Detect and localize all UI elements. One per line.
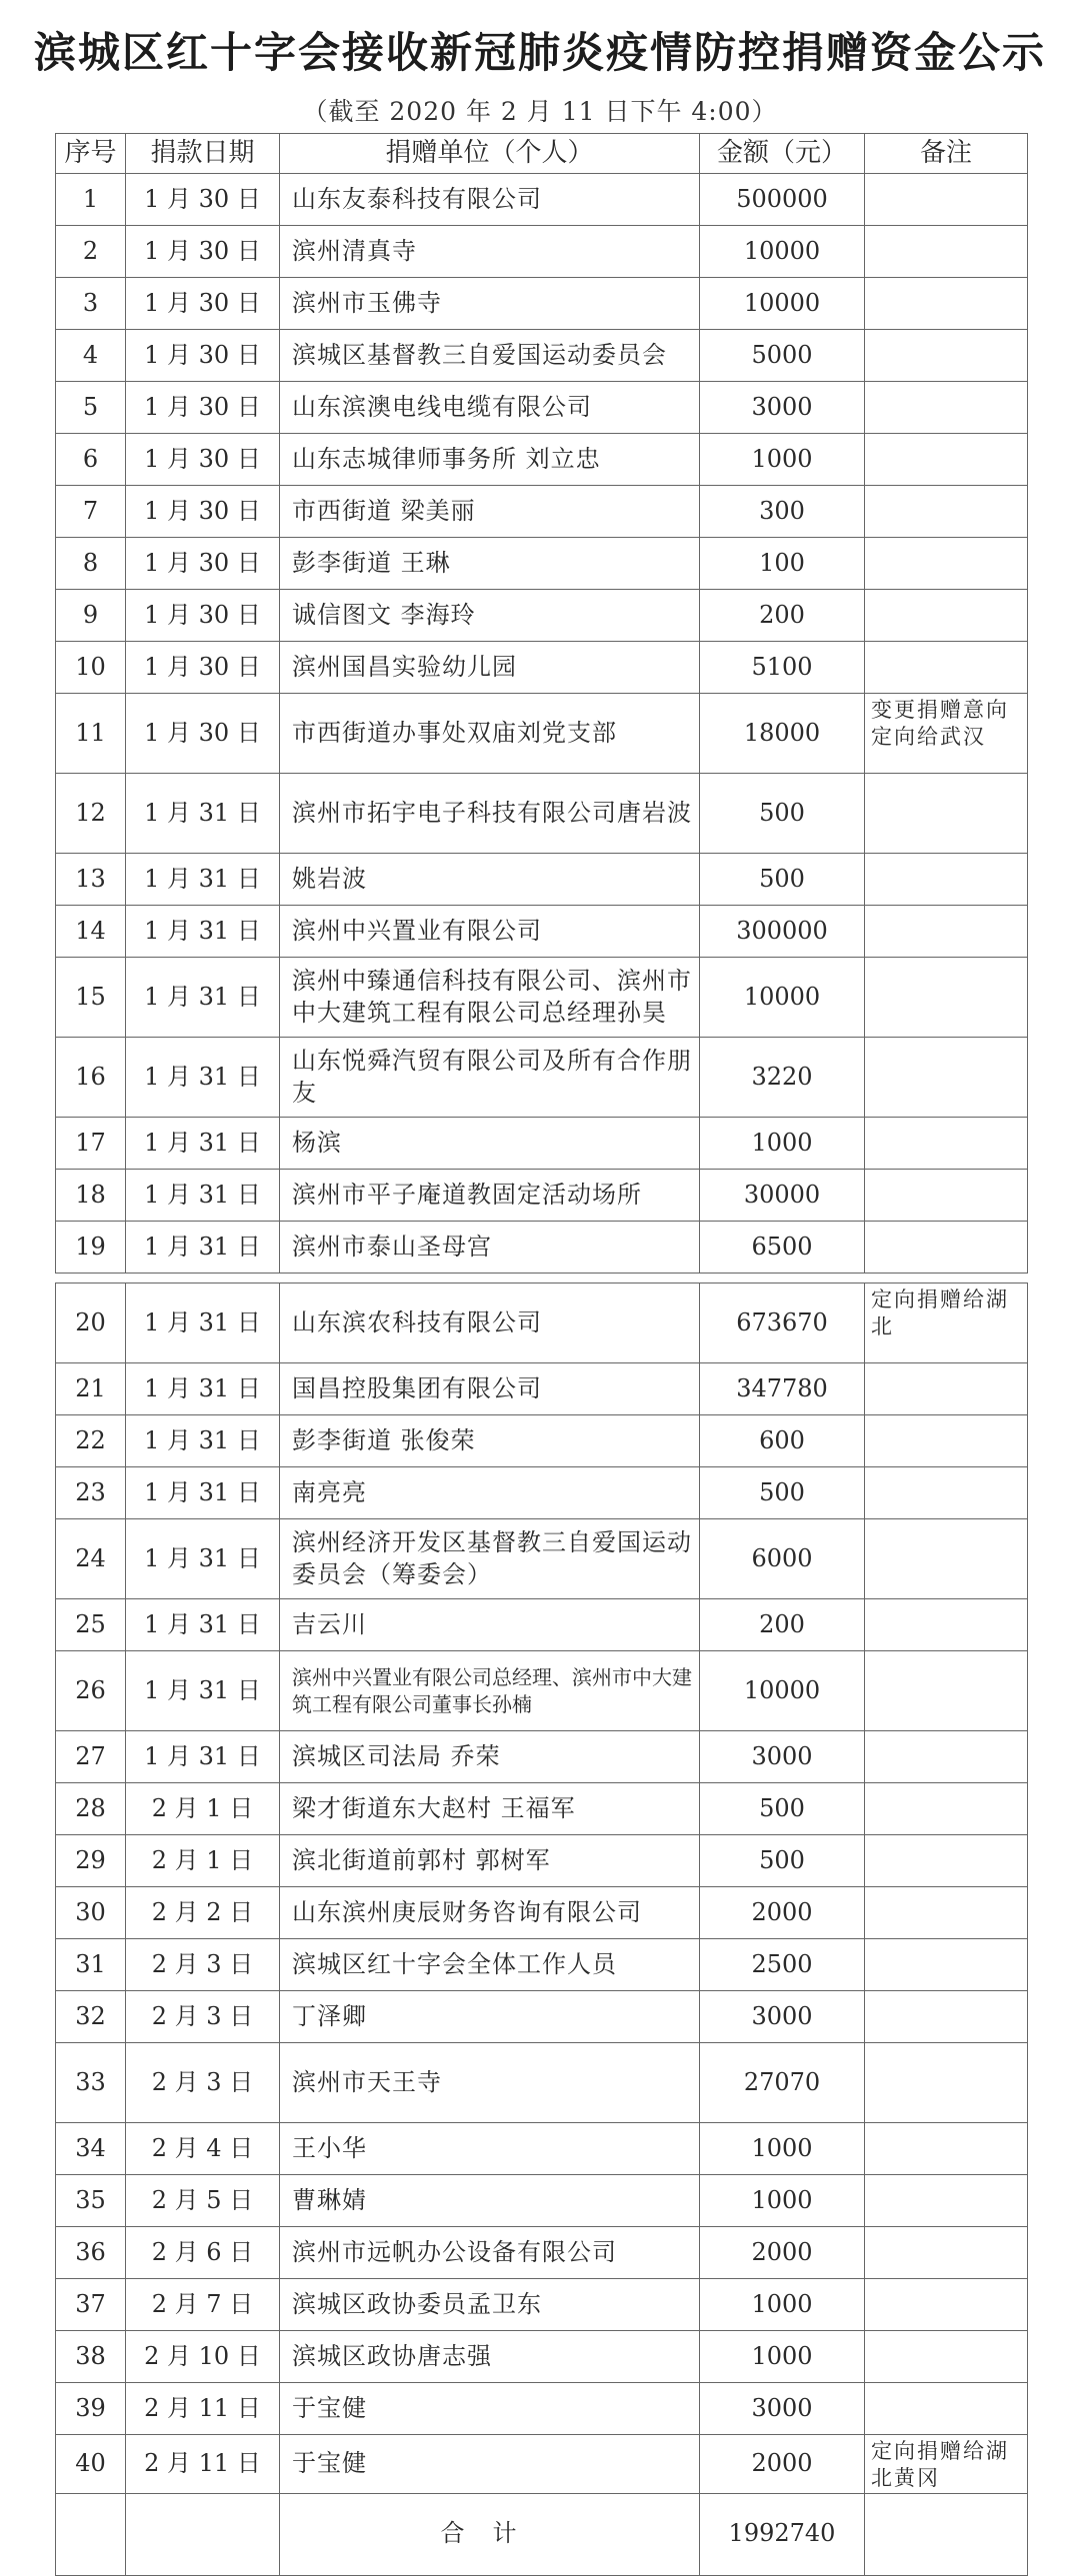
row-date: 1 月 31 日 (126, 1599, 280, 1651)
row-remark (865, 1467, 1028, 1519)
donation-table-part-1 (55, 133, 1028, 1274)
table-row (56, 278, 1028, 330)
table-row (56, 1415, 1028, 1467)
row-remark (865, 486, 1028, 538)
row-remark (865, 538, 1028, 590)
table-row (56, 2383, 1028, 2435)
row-amount: 10000 (700, 226, 865, 278)
table-row (56, 2175, 1028, 2227)
row-number: 39 (56, 2383, 126, 2435)
row-date: 1 月 30 日 (126, 642, 280, 694)
row-amount: 500 (700, 854, 865, 906)
row-amount: 1000 (700, 1118, 865, 1170)
table-row (56, 1651, 1028, 1731)
row-amount: 3000 (700, 1991, 865, 2043)
row-remark (865, 2279, 1028, 2331)
row-donor: 滨城区司法局 乔荣 (280, 1731, 700, 1783)
row-date: 1 月 30 日 (126, 278, 280, 330)
row-date: 1 月 30 日 (126, 174, 280, 226)
table-row (56, 642, 1028, 694)
row-number: 11 (56, 694, 126, 774)
row-number: 18 (56, 1170, 126, 1222)
row-date: 2 月 5 日 (126, 2175, 280, 2227)
total-row (56, 2493, 1028, 2575)
row-amount: 1000 (700, 2175, 865, 2227)
row-remark (865, 1222, 1028, 1274)
total-date-cell (126, 2493, 280, 2575)
row-date: 1 月 31 日 (126, 906, 280, 958)
table-row (56, 2331, 1028, 2383)
table-row (56, 1038, 1028, 1118)
row-amount: 10000 (700, 958, 865, 1038)
row-remark (865, 2043, 1028, 2123)
row-number: 6 (56, 434, 126, 486)
row-remark (865, 1363, 1028, 1415)
row-amount: 100 (700, 538, 865, 590)
row-donor: 滨州经济开发区基督教三自爱国运动委员会（筹委会） (280, 1519, 700, 1599)
table-row (56, 1939, 1028, 1991)
row-donor: 山东友泰科技有限公司 (280, 174, 700, 226)
row-remark (865, 906, 1028, 958)
row-amount: 10000 (700, 278, 865, 330)
row-remark (865, 1415, 1028, 1467)
row-amount: 27070 (700, 2043, 865, 2123)
page-subtitle: （截至 2020 年 2 月 11 日下午 4:00） (302, 97, 778, 126)
row-remark (865, 330, 1028, 382)
row-amount: 500 (700, 774, 865, 854)
donation-table-part-2 (55, 1283, 1028, 2576)
row-number: 36 (56, 2227, 126, 2279)
row-remark (865, 2227, 1028, 2279)
row-amount: 500 (700, 1835, 865, 1887)
row-donor: 滨州市玉佛寺 (280, 278, 700, 330)
total-remark-cell (865, 2493, 1028, 2575)
row-number: 10 (56, 642, 126, 694)
row-donor: 滨州中兴置业有限公司总经理、滨州市中大建筑工程有限公司董事长孙楠 (280, 1651, 700, 1731)
row-amount: 1000 (700, 2279, 865, 2331)
row-remark (865, 174, 1028, 226)
table-row (56, 2435, 1028, 2494)
row-donor: 山东滨州庚辰财务咨询有限公司 (280, 1887, 700, 1939)
row-remark (865, 382, 1028, 434)
row-date: 1 月 31 日 (126, 1170, 280, 1222)
row-date: 1 月 31 日 (126, 1651, 280, 1731)
row-donor: 滨州中臻通信科技有限公司、滨州市中大建筑工程有限公司总经理孙昊 (280, 958, 700, 1038)
row-donor: 滨州国昌实验幼儿园 (280, 642, 700, 694)
row-amount: 600 (700, 1415, 865, 1467)
header-remark: 备注 (865, 134, 1028, 174)
row-date: 2 月 3 日 (126, 1991, 280, 2043)
row-amount: 500 (700, 1783, 865, 1835)
row-remark (865, 1038, 1028, 1118)
row-amount: 2500 (700, 1939, 865, 1991)
row-number: 35 (56, 2175, 126, 2227)
row-remark (865, 2383, 1028, 2435)
row-amount: 10000 (700, 1651, 865, 1731)
table-row (56, 1519, 1028, 1599)
row-remark: 定向捐赠给湖北黄冈 (865, 2435, 1028, 2494)
row-donor: 南亮亮 (280, 1467, 700, 1519)
row-donor: 市西街道办事处双庙刘党支部 (280, 694, 700, 774)
row-remark (865, 1835, 1028, 1887)
row-remark (865, 1170, 1028, 1222)
table-row (56, 1363, 1028, 1415)
table-row (56, 1467, 1028, 1519)
table-row (56, 1991, 1028, 2043)
row-date: 1 月 30 日 (126, 538, 280, 590)
row-number: 24 (56, 1519, 126, 1599)
row-remark (865, 226, 1028, 278)
row-number: 13 (56, 854, 126, 906)
row-date: 1 月 31 日 (126, 1284, 280, 1363)
row-amount: 347780 (700, 1363, 865, 1415)
row-remark (865, 958, 1028, 1038)
row-donor: 梁才街道东大赵村 王福军 (280, 1783, 700, 1835)
row-amount: 1000 (700, 2331, 865, 2383)
row-number: 15 (56, 958, 126, 1038)
row-donor: 滨州市拓宇电子科技有限公司唐岩波 (280, 774, 700, 854)
row-remark (865, 434, 1028, 486)
row-number: 27 (56, 1731, 126, 1783)
row-donor: 山东滨澳电线电缆有限公司 (280, 382, 700, 434)
row-donor: 滨城区基督教三自爱国运动委员会 (280, 330, 700, 382)
row-donor: 滨州市远帆办公设备有限公司 (280, 2227, 700, 2279)
row-remark (865, 590, 1028, 642)
page-title: 滨城区红十字会接收新冠肺炎疫情防控捐赠资金公示 (33, 28, 1046, 77)
row-date: 1 月 30 日 (126, 486, 280, 538)
row-donor: 王小华 (280, 2123, 700, 2175)
row-number: 17 (56, 1118, 126, 1170)
row-remark (865, 2123, 1028, 2175)
row-donor: 滨城区政协委员孟卫东 (280, 2279, 700, 2331)
row-remark (865, 1783, 1028, 1835)
row-remark (865, 1118, 1028, 1170)
row-amount: 3000 (700, 2383, 865, 2435)
row-number: 30 (56, 1887, 126, 1939)
row-donor: 杨滨 (280, 1118, 700, 1170)
table-row (56, 2227, 1028, 2279)
row-date: 2 月 2 日 (126, 1887, 280, 1939)
table-row (56, 906, 1028, 958)
row-amount: 30000 (700, 1170, 865, 1222)
row-date: 1 月 31 日 (126, 1519, 280, 1599)
row-number: 26 (56, 1651, 126, 1731)
table-row (56, 1835, 1028, 1887)
row-date: 1 月 31 日 (126, 1363, 280, 1415)
row-date: 1 月 30 日 (126, 590, 280, 642)
row-number: 2 (56, 226, 126, 278)
row-number: 28 (56, 1783, 126, 1835)
row-date: 2 月 11 日 (126, 2383, 280, 2435)
table-row (56, 694, 1028, 774)
row-number: 21 (56, 1363, 126, 1415)
row-number: 31 (56, 1939, 126, 1991)
row-amount: 2000 (700, 2435, 865, 2494)
row-donor: 于宝健 (280, 2383, 700, 2435)
table-row (56, 538, 1028, 590)
row-remark (865, 2175, 1028, 2227)
row-number: 1 (56, 174, 126, 226)
row-date: 2 月 1 日 (126, 1783, 280, 1835)
row-date: 2 月 1 日 (126, 1835, 280, 1887)
table-row (56, 1118, 1028, 1170)
row-number: 12 (56, 774, 126, 854)
row-amount: 500000 (700, 174, 865, 226)
row-remark (865, 854, 1028, 906)
row-number: 3 (56, 278, 126, 330)
row-donor: 吉云川 (280, 1599, 700, 1651)
row-date: 1 月 31 日 (126, 1731, 280, 1783)
total-amount: 1992740 (700, 2493, 865, 2575)
row-amount: 6500 (700, 1222, 865, 1274)
row-number: 22 (56, 1415, 126, 1467)
row-number: 33 (56, 2043, 126, 2123)
table-row (56, 854, 1028, 906)
row-date: 1 月 31 日 (126, 1038, 280, 1118)
row-donor: 滨北街道前郭村 郭树军 (280, 1835, 700, 1887)
row-remark (865, 278, 1028, 330)
table-row (56, 382, 1028, 434)
row-date: 2 月 3 日 (126, 1939, 280, 1991)
header-date: 捐款日期 (126, 134, 280, 174)
row-date: 1 月 30 日 (126, 226, 280, 278)
row-number: 34 (56, 2123, 126, 2175)
row-amount: 6000 (700, 1519, 865, 1599)
row-number: 32 (56, 1991, 126, 2043)
row-amount: 3000 (700, 1731, 865, 1783)
row-date: 1 月 30 日 (126, 434, 280, 486)
row-date: 1 月 31 日 (126, 854, 280, 906)
row-amount: 3000 (700, 382, 865, 434)
row-number: 19 (56, 1222, 126, 1274)
row-donor: 于宝健 (280, 2435, 700, 2494)
row-date: 1 月 31 日 (126, 958, 280, 1038)
table-row (56, 1887, 1028, 1939)
row-date: 1 月 31 日 (126, 1467, 280, 1519)
table-row (56, 330, 1028, 382)
row-date: 2 月 4 日 (126, 2123, 280, 2175)
row-remark (865, 1599, 1028, 1651)
row-amount: 673670 (700, 1284, 865, 1363)
row-number: 7 (56, 486, 126, 538)
row-remark (865, 1939, 1028, 1991)
row-donor: 滨州中兴置业有限公司 (280, 906, 700, 958)
row-donor: 滨州市泰山圣母宫 (280, 1222, 700, 1274)
row-date: 1 月 30 日 (126, 694, 280, 774)
row-amount: 18000 (700, 694, 865, 774)
table-row (56, 1731, 1028, 1783)
row-donor: 山东志城律师事务所 刘立忠 (280, 434, 700, 486)
row-donor: 市西街道 梁美丽 (280, 486, 700, 538)
row-date: 1 月 31 日 (126, 1118, 280, 1170)
row-remark (865, 1519, 1028, 1599)
table-row (56, 958, 1028, 1038)
row-date: 1 月 30 日 (126, 330, 280, 382)
table-row (56, 486, 1028, 538)
row-date: 2 月 7 日 (126, 2279, 280, 2331)
row-donor: 彭李街道 张俊荣 (280, 1415, 700, 1467)
row-number: 5 (56, 382, 126, 434)
row-amount: 300 (700, 486, 865, 538)
row-number: 38 (56, 2331, 126, 2383)
table-row (56, 774, 1028, 854)
row-amount: 1000 (700, 434, 865, 486)
row-amount: 200 (700, 1599, 865, 1651)
table-row (56, 1222, 1028, 1274)
row-donor: 姚岩波 (280, 854, 700, 906)
header-number: 序号 (56, 134, 126, 174)
row-amount: 3220 (700, 1038, 865, 1118)
row-remark (865, 1991, 1028, 2043)
row-date: 1 月 31 日 (126, 1222, 280, 1274)
table-row (56, 1783, 1028, 1835)
row-number: 23 (56, 1467, 126, 1519)
row-amount: 1000 (700, 2123, 865, 2175)
row-amount: 200 (700, 590, 865, 642)
row-number: 37 (56, 2279, 126, 2331)
table-row (56, 226, 1028, 278)
row-donor: 国昌控股集团有限公司 (280, 1363, 700, 1415)
table-row (56, 174, 1028, 226)
table-row (56, 1599, 1028, 1651)
row-number: 16 (56, 1038, 126, 1118)
row-number: 29 (56, 1835, 126, 1887)
row-remark: 变更捐赠意向定向给武汉 (865, 694, 1028, 774)
row-number: 9 (56, 590, 126, 642)
total-number-cell (56, 2493, 126, 2575)
row-date: 1 月 30 日 (126, 382, 280, 434)
table-row (56, 2123, 1028, 2175)
table-row (56, 2043, 1028, 2123)
row-donor: 滨城区政协唐志强 (280, 2331, 700, 2383)
row-donor: 曹琳婧 (280, 2175, 700, 2227)
row-remark (865, 1887, 1028, 1939)
row-date: 1 月 31 日 (126, 774, 280, 854)
row-donor: 丁泽卿 (280, 1991, 700, 2043)
row-number: 20 (56, 1284, 126, 1363)
header-donor: 捐赠单位（个人） (280, 134, 700, 174)
row-amount: 2000 (700, 2227, 865, 2279)
row-donor: 滨城区红十字会全体工作人员 (280, 1939, 700, 1991)
row-donor: 滨州市平子庵道教固定活动场所 (280, 1170, 700, 1222)
table-row (56, 1170, 1028, 1222)
header-amount: 金额（元） (700, 134, 865, 174)
row-remark (865, 1731, 1028, 1783)
row-date: 2 月 6 日 (126, 2227, 280, 2279)
row-amount: 5100 (700, 642, 865, 694)
row-donor: 诚信图文 李海玲 (280, 590, 700, 642)
table-row (56, 434, 1028, 486)
row-donor: 彭李街道 王琳 (280, 538, 700, 590)
table-row (56, 590, 1028, 642)
row-remark (865, 774, 1028, 854)
total-label: 合计 (280, 2493, 700, 2575)
row-donor: 山东悦舜汽贸有限公司及所有合作朋友 (280, 1038, 700, 1118)
row-date: 1 月 31 日 (126, 1415, 280, 1467)
row-number: 25 (56, 1599, 126, 1651)
row-donor: 山东滨农科技有限公司 (280, 1284, 700, 1363)
table-row (56, 2279, 1028, 2331)
row-amount: 300000 (700, 906, 865, 958)
row-number: 8 (56, 538, 126, 590)
row-amount: 5000 (700, 330, 865, 382)
row-number: 40 (56, 2435, 126, 2494)
row-donor: 滨州市天王寺 (280, 2043, 700, 2123)
row-donor: 滨州清真寺 (280, 226, 700, 278)
row-remark (865, 642, 1028, 694)
row-number: 14 (56, 906, 126, 958)
row-amount: 500 (700, 1467, 865, 1519)
row-amount: 2000 (700, 1887, 865, 1939)
row-number: 4 (56, 330, 126, 382)
table-header-row (56, 134, 1028, 174)
row-remark (865, 1651, 1028, 1731)
row-date: 2 月 10 日 (126, 2331, 280, 2383)
row-date: 2 月 11 日 (126, 2435, 280, 2494)
table-row (56, 1284, 1028, 1363)
row-remark (865, 2331, 1028, 2383)
row-remark: 定向捐赠给湖北 (865, 1284, 1028, 1363)
row-date: 2 月 3 日 (126, 2043, 280, 2123)
